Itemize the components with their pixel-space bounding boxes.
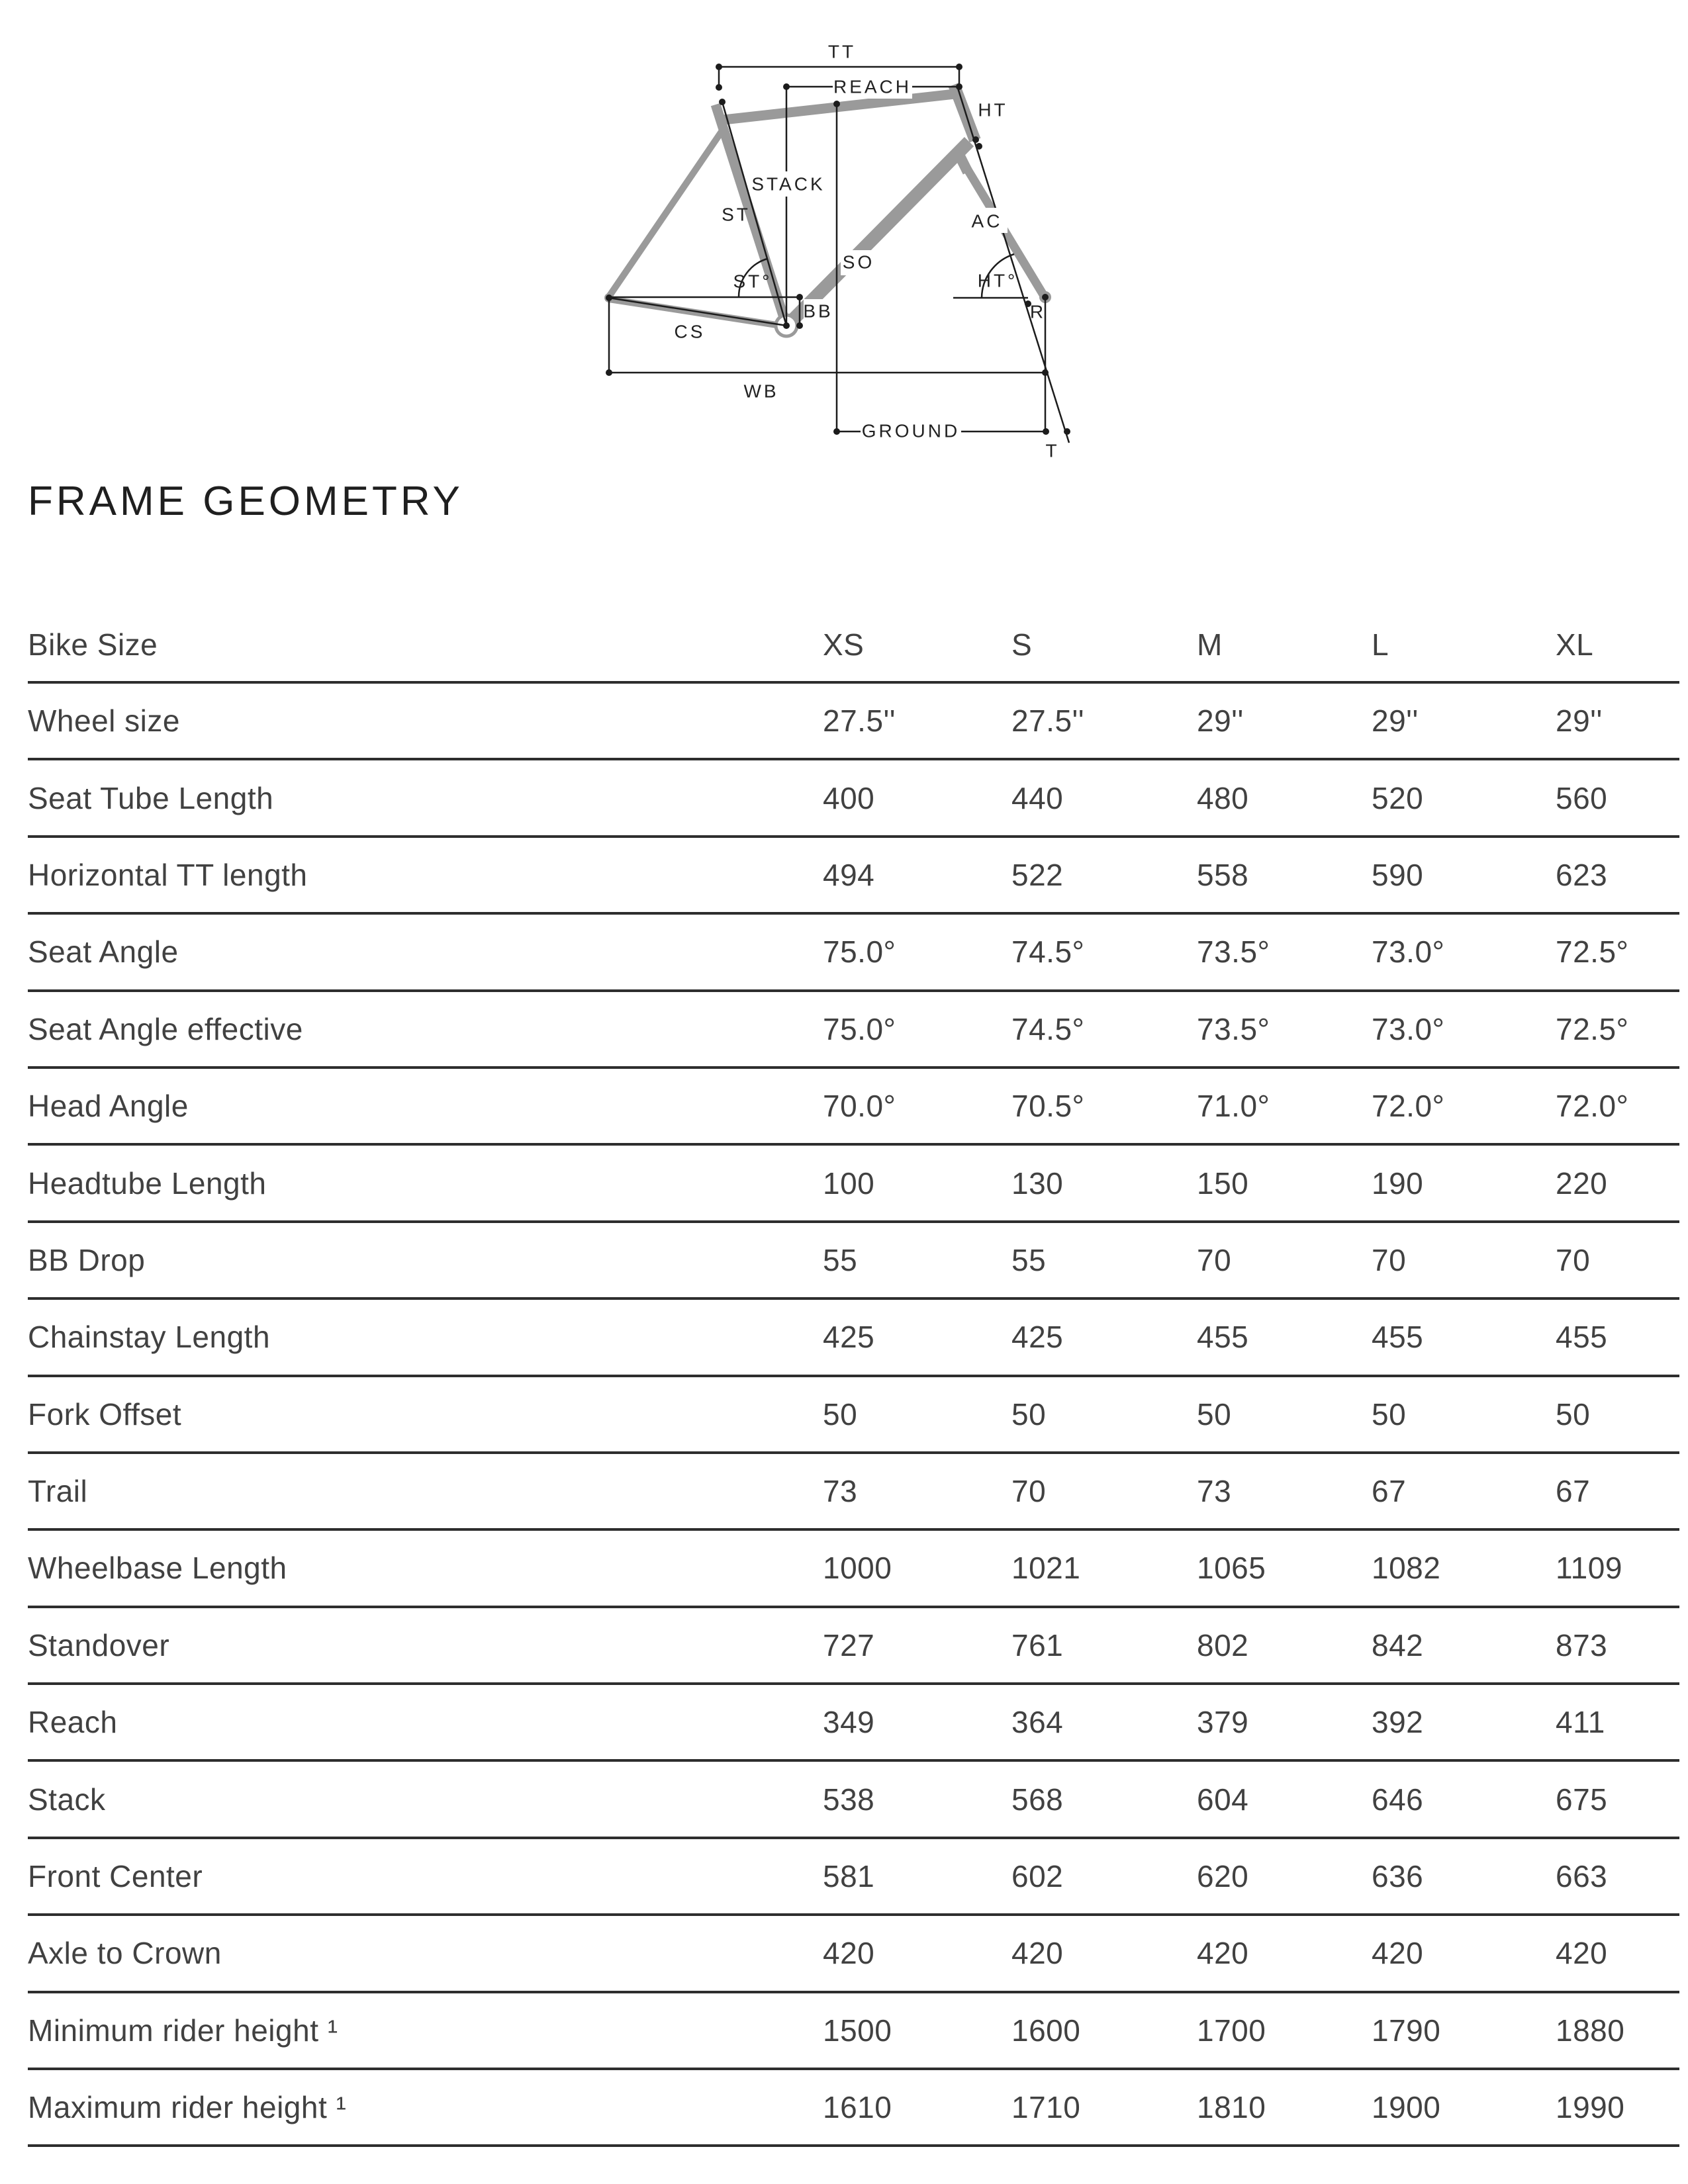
cell-value: 72.5° (1556, 934, 1629, 970)
cell-value: 55 (823, 1242, 858, 1277)
table-row (28, 1608, 1679, 1685)
cell-value: 568 (1011, 1782, 1064, 1817)
row-label: Headtube Length (28, 1165, 267, 1201)
cell-value: 620 (1197, 1859, 1249, 1894)
table-row (28, 1069, 1679, 1146)
cell-value: 623 (1556, 857, 1608, 892)
cell-value: 50 (823, 1396, 858, 1432)
cell-value: 494 (823, 857, 875, 892)
cell-value: 70 (1372, 1242, 1407, 1277)
header-col-m: M (1197, 627, 1223, 662)
frame-geometry-diagram (563, 26, 1092, 463)
table-row (28, 1454, 1679, 1531)
table-row (28, 2070, 1679, 2147)
cell-value: 1109 (1556, 1551, 1622, 1586)
row-label: Front Center (28, 1859, 203, 1894)
table-row (28, 838, 1679, 915)
row-label: Seat Tube Length (28, 780, 274, 815)
cell-value: 70 (1011, 1474, 1047, 1509)
cell-value: 72.0° (1372, 1089, 1445, 1124)
cell-value: 130 (1011, 1165, 1064, 1201)
cell-value: 73 (1197, 1474, 1232, 1509)
cell-value: 73.5° (1197, 934, 1270, 970)
table-row (28, 1146, 1679, 1222)
cell-value: 27.5'' (823, 704, 896, 739)
cell-value: 520 (1372, 780, 1424, 815)
cell-value: 455 (1556, 1320, 1608, 1355)
cell-value: 75.0° (823, 1011, 896, 1046)
cell-value: 379 (1197, 1705, 1249, 1740)
cell-value: 50 (1011, 1396, 1047, 1432)
table-row (28, 1377, 1679, 1454)
cell-value: 50 (1372, 1396, 1407, 1432)
diagram-label-ac: AC (971, 210, 1003, 232)
cell-value: 220 (1556, 1165, 1608, 1201)
cell-value: 538 (823, 1782, 875, 1817)
cell-value: 646 (1372, 1782, 1424, 1817)
row-label: Standover (28, 1627, 170, 1662)
table-row (28, 1839, 1679, 1916)
cell-value: 522 (1011, 857, 1064, 892)
table-row (28, 1685, 1679, 1762)
cell-value: 73.0° (1372, 934, 1445, 970)
cell-value: 72.0° (1556, 1089, 1629, 1124)
cell-value: 29'' (1556, 704, 1603, 739)
cell-value: 1600 (1011, 2013, 1081, 2048)
cell-value: 455 (1372, 1320, 1424, 1355)
table-row (28, 915, 1679, 991)
geometry-table (28, 608, 1679, 2147)
diagram-label-ht: HT (978, 99, 1008, 120)
cell-value: 349 (823, 1705, 875, 1740)
row-label: Minimum rider height ¹ (28, 2013, 338, 2048)
page-title: FRAME GEOMETRY (28, 478, 463, 524)
cell-value: 842 (1372, 1627, 1424, 1662)
header-col-s: S (1011, 627, 1033, 662)
cell-value: 411 (1556, 1705, 1605, 1740)
cell-value: 1065 (1197, 1551, 1266, 1586)
cell-value: 420 (823, 1936, 875, 1971)
cell-value: 73 (823, 1474, 858, 1509)
cell-value: 29'' (1372, 704, 1419, 739)
diagram-label-st: ST (722, 204, 751, 225)
cell-value: 50 (1556, 1396, 1591, 1432)
cell-value: 190 (1372, 1165, 1424, 1201)
geometry-table-body (28, 684, 1679, 2147)
cell-value: 55 (1011, 1242, 1047, 1277)
cell-value: 420 (1372, 1936, 1424, 1971)
cell-value: 29'' (1197, 704, 1244, 739)
diagram-label-bb: BB (803, 300, 833, 322)
table-row (28, 1531, 1679, 1608)
cell-value: 73.5° (1197, 1011, 1270, 1046)
cell-value: 70 (1197, 1242, 1232, 1277)
diagram-label-ground: GROUND (861, 420, 961, 441)
cell-value: 364 (1011, 1705, 1064, 1740)
diagram-label-stack: STACK (751, 173, 825, 195)
header-col-xs: XS (823, 627, 865, 662)
cell-value: 604 (1197, 1782, 1249, 1817)
row-label: Axle to Crown (28, 1936, 222, 1971)
cell-value: 636 (1372, 1859, 1424, 1894)
cell-value: 70 (1556, 1242, 1591, 1277)
cell-value: 1021 (1011, 1551, 1081, 1586)
table-row (28, 684, 1679, 760)
row-label: Wheelbase Length (28, 1551, 287, 1586)
diagram-label-r: R (1029, 301, 1047, 322)
cell-value: 558 (1197, 857, 1249, 892)
cell-value: 425 (823, 1320, 875, 1355)
cell-value: 1710 (1011, 2090, 1081, 2125)
header-size-label: Bike Size (28, 627, 158, 662)
row-label: Seat Angle (28, 934, 179, 970)
cell-value: 1790 (1372, 2013, 1441, 2048)
diagram-label-reach: REACH (833, 76, 912, 97)
cell-value: 455 (1197, 1320, 1249, 1355)
cell-value: 761 (1011, 1627, 1064, 1662)
table-row (28, 1300, 1679, 1377)
row-label: Reach (28, 1705, 118, 1740)
cell-value: 1880 (1556, 2013, 1625, 2048)
cell-value: 1000 (823, 1551, 892, 1586)
diagram-label-tt: TT (827, 41, 857, 62)
cell-value: 73.0° (1372, 1011, 1445, 1046)
cell-value: 150 (1197, 1165, 1249, 1201)
cell-value: 663 (1556, 1859, 1608, 1894)
table-row (28, 1762, 1679, 1839)
header-col-l: L (1372, 627, 1389, 662)
table-row (28, 1993, 1679, 2070)
cell-value: 75.0° (823, 934, 896, 970)
cell-value: 392 (1372, 1705, 1424, 1740)
diagram-label-cs: CS (674, 321, 706, 342)
seat-stay-tube (609, 126, 726, 296)
row-label: Seat Angle effective (28, 1011, 303, 1046)
row-label: Fork Offset (28, 1396, 182, 1432)
cell-value: 1810 (1197, 2090, 1266, 2125)
cell-value: 420 (1556, 1936, 1608, 1971)
table-row (28, 992, 1679, 1069)
cell-value: 420 (1197, 1936, 1249, 1971)
row-label: Stack (28, 1782, 106, 1817)
row-label: BB Drop (28, 1242, 146, 1277)
cell-value: 480 (1197, 780, 1249, 815)
diagram-label-t: T (1045, 440, 1060, 461)
cell-value: 1610 (823, 2090, 892, 2125)
row-label: Maximum rider height ¹ (28, 2090, 347, 2125)
table-row (28, 1916, 1679, 1993)
row-label: Wheel size (28, 704, 180, 739)
cell-value: 581 (823, 1859, 875, 1894)
cell-value: 440 (1011, 780, 1064, 815)
cell-value: 50 (1197, 1396, 1232, 1432)
cell-value: 100 (823, 1165, 875, 1201)
table-row (28, 1223, 1679, 1300)
down-tube (788, 142, 969, 324)
geometry-table-header (28, 608, 1679, 684)
diagram-label-so: SO (842, 251, 875, 273)
cell-value: 400 (823, 780, 875, 815)
row-label: Chainstay Length (28, 1320, 271, 1355)
cell-value: 727 (823, 1627, 875, 1662)
cell-value: 425 (1011, 1320, 1064, 1355)
cell-value: 1700 (1197, 2013, 1266, 2048)
cell-value: 71.0° (1197, 1089, 1270, 1124)
header-col-xl: XL (1556, 627, 1594, 662)
cell-value: 602 (1011, 1859, 1064, 1894)
cell-value: 420 (1011, 1936, 1064, 1971)
diagram-label-st-angle: ST° (733, 271, 773, 292)
table-row (28, 760, 1679, 837)
cell-value: 70.5° (1011, 1089, 1085, 1124)
cell-value: 802 (1197, 1627, 1249, 1662)
diagram-label-ht-angle: HT° (977, 270, 1018, 291)
cell-value: 67 (1556, 1474, 1591, 1509)
cell-value: 1500 (823, 2013, 892, 2048)
diagram-label-wb: WB (743, 381, 779, 402)
row-label: Head Angle (28, 1089, 189, 1124)
cell-value: 74.5° (1011, 934, 1085, 970)
cell-value: 70.0° (823, 1089, 896, 1124)
dimension-lines (609, 67, 1069, 443)
cell-value: 72.5° (1556, 1011, 1629, 1046)
row-label: Horizontal TT length (28, 857, 308, 892)
row-label: Trail (28, 1474, 88, 1509)
cell-value: 74.5° (1011, 1011, 1085, 1046)
cell-value: 1990 (1556, 2090, 1625, 2125)
cell-value: 560 (1556, 780, 1608, 815)
cell-value: 1900 (1372, 2090, 1441, 2125)
cell-value: 1082 (1372, 1551, 1441, 1586)
cell-value: 873 (1556, 1627, 1608, 1662)
cell-value: 675 (1556, 1782, 1608, 1817)
cell-value: 67 (1372, 1474, 1407, 1509)
cell-value: 27.5'' (1011, 704, 1085, 739)
cell-value: 590 (1372, 857, 1424, 892)
